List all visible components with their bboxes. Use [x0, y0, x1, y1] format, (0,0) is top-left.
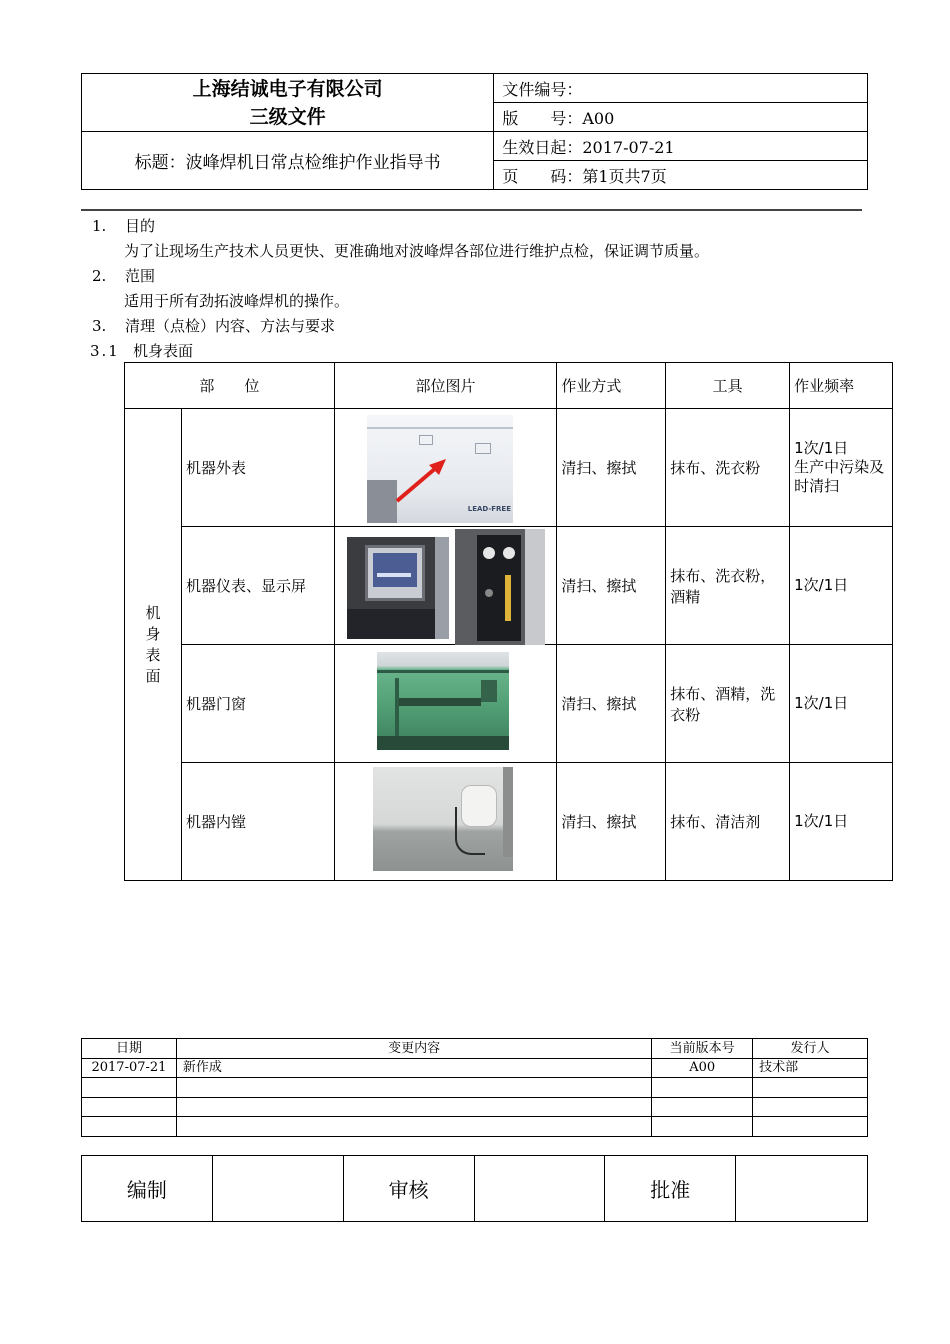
- section-2-body: 适用于所有劲拓波峰焊机的操作。: [124, 292, 350, 310]
- signoff-table: [81, 1155, 868, 1222]
- revision-issuer: 技术部: [753, 1058, 868, 1078]
- row-part: 机器门窗: [181, 645, 334, 763]
- reviewed-label: 审核: [343, 1156, 474, 1222]
- photo-machine-doors: [334, 645, 557, 763]
- row-part: 机器外表: [181, 409, 334, 527]
- version-value: A00: [582, 108, 615, 128]
- section-3-heading: 3. 清理（点检）内容、方法与要求: [92, 317, 336, 335]
- revision-version: A00: [652, 1058, 753, 1078]
- approved-signature-field[interactable]: [736, 1156, 868, 1222]
- photo-machine-exterior: [334, 409, 557, 527]
- reviewed-signature-field[interactable]: [474, 1156, 605, 1222]
- revision-header-issuer: 发行人: [753, 1039, 868, 1059]
- approved-label: 批准: [605, 1156, 736, 1222]
- page-label: 页 码：: [502, 166, 583, 186]
- doc-number-label: 文件编号：: [502, 79, 583, 99]
- version-cell: [494, 103, 868, 132]
- row-method: 清扫、擦拭: [557, 763, 666, 881]
- document-title: 标题：波峰焊机日常点检维护作业指导书: [82, 132, 494, 190]
- header-tool: 工具: [666, 363, 790, 409]
- row-method: 清扫、擦拭: [557, 527, 666, 645]
- row-frequency: 1次/1日 生产中污染及时清扫: [790, 409, 893, 527]
- lead-free-label: LEAD-FREE: [467, 505, 511, 513]
- row-frequency: 1次/1日: [790, 763, 893, 881]
- doc-number-cell: [494, 74, 868, 103]
- row-tool: 抹布、洗衣粉: [666, 409, 790, 527]
- header-frequency: 作业频率: [790, 363, 893, 409]
- table-row: [82, 1078, 868, 1098]
- section-1-body: 为了让现场生产技术人员更快、更准确地对波峰焊各部位进行维护点检，保证调节质量。: [124, 242, 710, 260]
- subsection-3-1-heading: 3.1 机身表面: [90, 342, 194, 360]
- photo-machine-interior: [334, 763, 557, 881]
- revision-header-date: 日期: [82, 1039, 177, 1059]
- revision-table: [81, 1038, 868, 1137]
- document-level: 三级文件: [249, 105, 326, 128]
- page-value: 第1页共7页: [582, 166, 667, 186]
- row-frequency: 1次/1日: [790, 645, 893, 763]
- prepared-label: 编制: [82, 1156, 213, 1222]
- prepared-signature-field[interactable]: [212, 1156, 343, 1222]
- revision-header-row: [82, 1039, 868, 1059]
- table-row: [125, 763, 893, 881]
- effective-date-value: 2017-07-21: [582, 137, 675, 157]
- table-row: [125, 409, 893, 527]
- table-header-row: [125, 363, 893, 409]
- row-frequency: 1次/1日: [790, 527, 893, 645]
- company-cell: [82, 74, 494, 132]
- row-part: 机器仪表、显示屏: [181, 527, 334, 645]
- page-cell: [494, 161, 868, 190]
- revision-header-version: 当前版本号: [652, 1039, 753, 1059]
- inspection-table: [124, 362, 893, 881]
- table-row: [82, 1117, 868, 1137]
- revision-change: 新作成: [176, 1058, 651, 1078]
- company-name: 上海结诚电子有限公司: [192, 77, 383, 100]
- effective-date-label: 生效日起：: [502, 137, 583, 157]
- row-tool: 抹布、清洁剂: [666, 763, 790, 881]
- row-note: 生产中污染及时清扫: [794, 458, 885, 495]
- row-method: 清扫、擦拭: [557, 645, 666, 763]
- table-row: [125, 527, 893, 645]
- row-tool: 抹布、酒精，洗衣粉: [666, 645, 790, 763]
- row-part: 机器内镗: [181, 763, 334, 881]
- row-method: 清扫、擦拭: [557, 409, 666, 527]
- photo-meter-display: [334, 527, 557, 645]
- version-label: 版 号：: [502, 108, 583, 128]
- row-tool: 抹布、洗衣粉，酒精: [666, 527, 790, 645]
- section-1-heading: 1. 目的: [92, 217, 156, 235]
- header-part: 部 位: [125, 363, 335, 409]
- revision-header-change: 变更内容: [176, 1039, 651, 1059]
- table-row: [125, 645, 893, 763]
- section-2-heading: 2. 范围: [92, 267, 156, 285]
- group-label: 机 身 表 面: [125, 409, 182, 881]
- header-method: 作业方式: [557, 363, 666, 409]
- table-row: [82, 1058, 868, 1078]
- header-divider: [81, 209, 862, 211]
- header-image: 部位图片: [334, 363, 557, 409]
- effective-date-cell: [494, 132, 868, 161]
- revision-date: 2017-07-21: [82, 1058, 177, 1078]
- table-row: [82, 1097, 868, 1117]
- document-header: [81, 73, 868, 190]
